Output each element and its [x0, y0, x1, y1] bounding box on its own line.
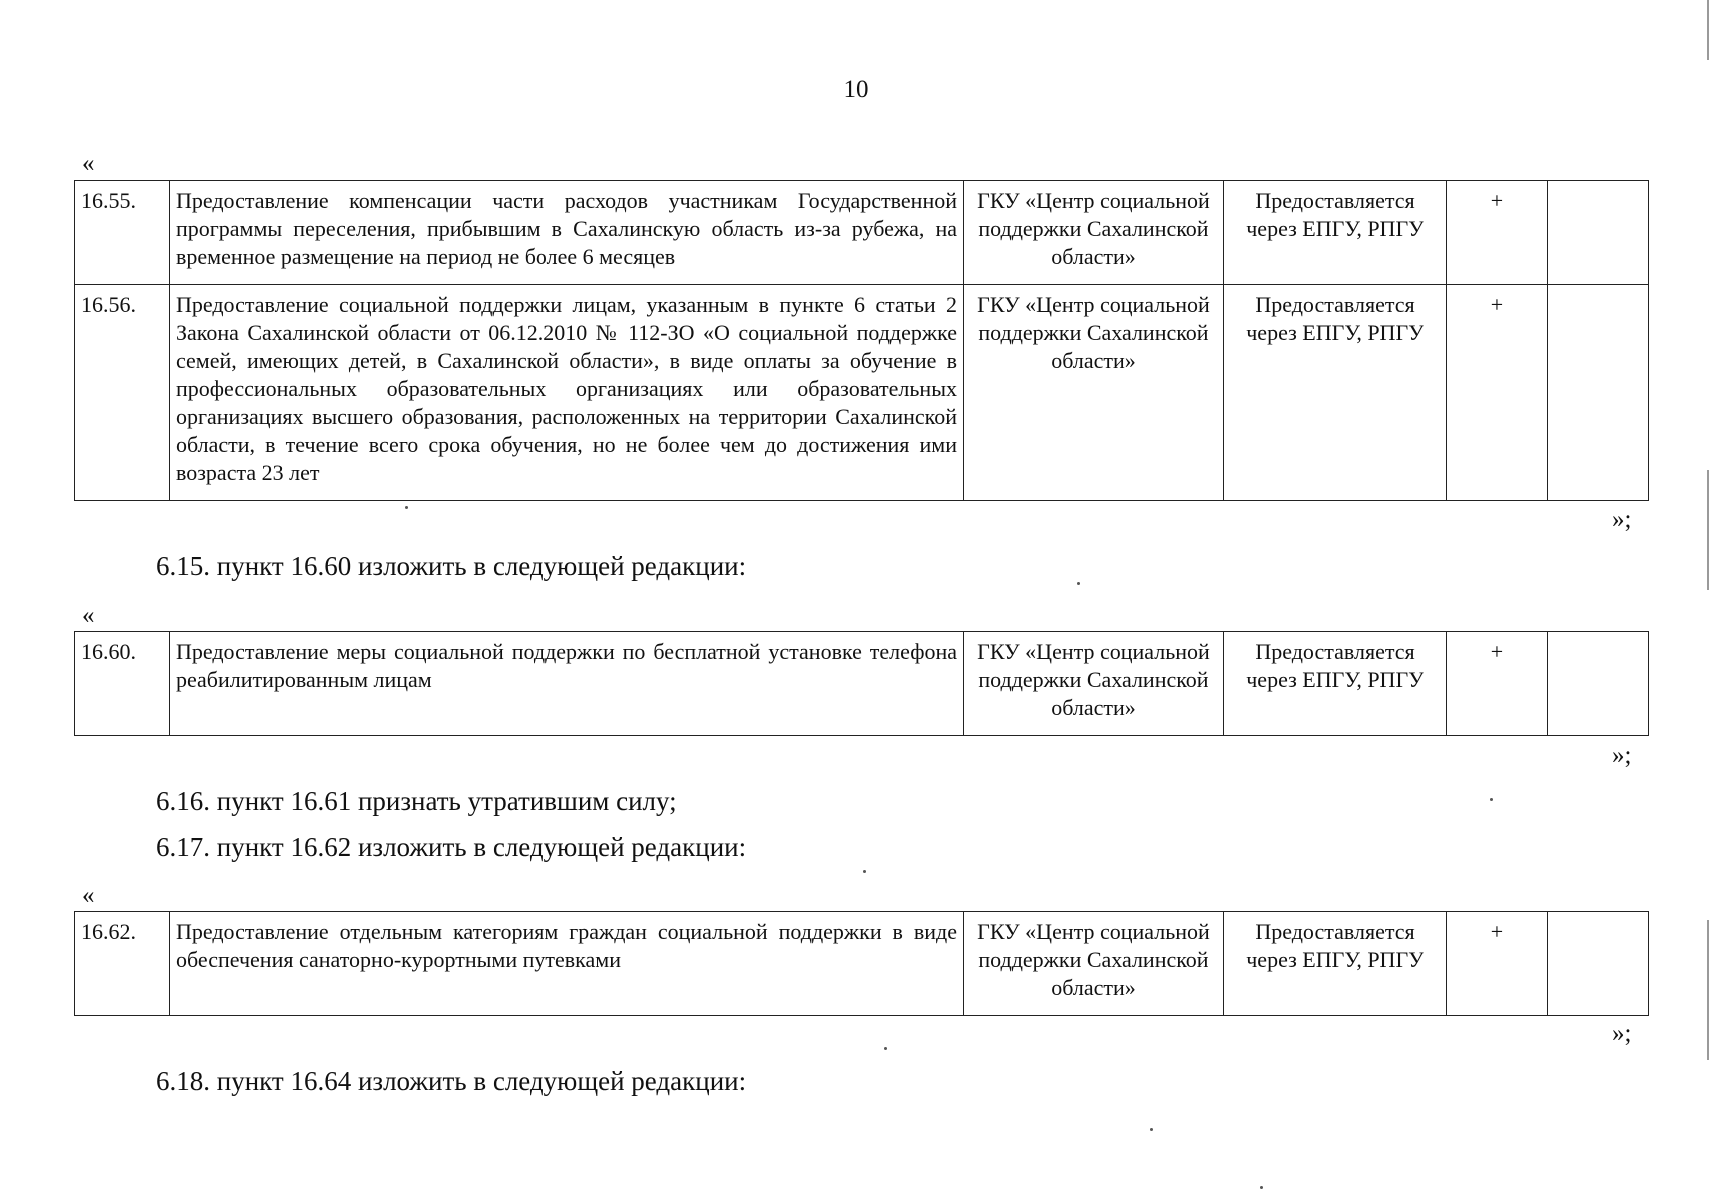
service-mode: Предоставляется через ЕПГУ, РПГУ [1224, 632, 1447, 736]
paragraph-6-15: 6.15. пункт 16.60 изложить в следующей редакции: [156, 551, 747, 581]
service-extra-cell [1548, 285, 1649, 501]
paragraph-6-18: 6.18. пункт 16.64 изложить в следующей редакции: [156, 1066, 747, 1096]
scan-speck [405, 506, 408, 509]
scan-speck [1150, 1128, 1153, 1131]
quote-open-3: « [82, 882, 95, 909]
quote-open-1: « [82, 150, 95, 177]
service-extra-cell [1548, 912, 1649, 1016]
quote-open-2: « [82, 602, 95, 629]
service-name: Предоставление компенсации части расходов участникам Государственной программы переселения, прибывшим в Сахалинскую область из-за рубежа, на временное размещение на период не более 6 месяцев [170, 181, 964, 285]
row-number: 16.55. [75, 181, 170, 285]
service-name: Предоставление социальной поддержки лицам, указанным в пункте 6 статьи 2 Закона Сахалинской области от 06.12.2010 № 112-ЗО «О социальной поддержке семей, имеющих детей, в Сахалинской области», в виде оплаты за обучение в профессиональных образовательных организациях или образовательных организациях высшего образования, расположенных на территории Сахалинской области, в течение всего срока обучения, но не более чем до достижения ими возраста 23 лет [170, 285, 964, 501]
page-number: 10 [843, 76, 869, 103]
scan-speck [884, 1047, 887, 1050]
service-provider: ГКУ «Центр социальной поддержки Сахалинской области» [964, 912, 1224, 1016]
service-extra-cell [1548, 632, 1649, 736]
scan-speck [1260, 1186, 1263, 1189]
service-mode: Предоставляется через ЕПГУ, РПГУ [1224, 912, 1447, 1016]
service-plus-mark: + [1447, 912, 1548, 1016]
scan-speck [863, 870, 866, 873]
table-row [75, 285, 1649, 501]
service-provider: ГКУ «Центр социальной поддержки Сахалинской области» [964, 285, 1224, 501]
service-plus-mark: + [1447, 632, 1548, 736]
table-row [75, 912, 1649, 1016]
service-plus-mark: + [1447, 285, 1548, 501]
service-plus-mark: + [1447, 181, 1548, 285]
service-name: Предоставление отдельным категориям граждан социальной поддержки в виде обеспечения санаторно-курортными путевками [170, 912, 964, 1016]
services-table-2 [74, 631, 1649, 736]
row-number: 16.56. [75, 285, 170, 501]
scan-edge-line [1707, 470, 1709, 590]
service-extra-cell [1548, 181, 1649, 285]
services-table-3 [74, 911, 1649, 1016]
paragraph-6-16: 6.16. пункт 16.61 признать утратившим силу; [156, 786, 677, 816]
service-mode: Предоставляется через ЕПГУ, РПГУ [1224, 181, 1447, 285]
services-table-1 [74, 180, 1649, 501]
scan-edge-line [1707, 920, 1709, 1060]
row-number: 16.60. [75, 632, 170, 736]
quote-close-1: »; [1612, 506, 1632, 533]
scan-edge-line [1707, 0, 1709, 60]
paragraph-6-17: 6.17. пункт 16.62 изложить в следующей редакции: [156, 832, 747, 862]
service-mode: Предоставляется через ЕПГУ, РПГУ [1224, 285, 1447, 501]
table-row [75, 181, 1649, 285]
table-row [75, 632, 1649, 736]
scan-speck [1077, 582, 1080, 585]
service-name: Предоставление меры социальной поддержки по бесплатной установке телефона реабилитированным лицам [170, 632, 964, 736]
scan-speck [1490, 798, 1493, 801]
quote-close-2: »; [1612, 742, 1632, 769]
row-number: 16.62. [75, 912, 170, 1016]
quote-close-3: »; [1612, 1020, 1632, 1047]
service-provider: ГКУ «Центр социальной поддержки Сахалинской области» [964, 632, 1224, 736]
service-provider: ГКУ «Центр социальной поддержки Сахалинской области» [964, 181, 1224, 285]
